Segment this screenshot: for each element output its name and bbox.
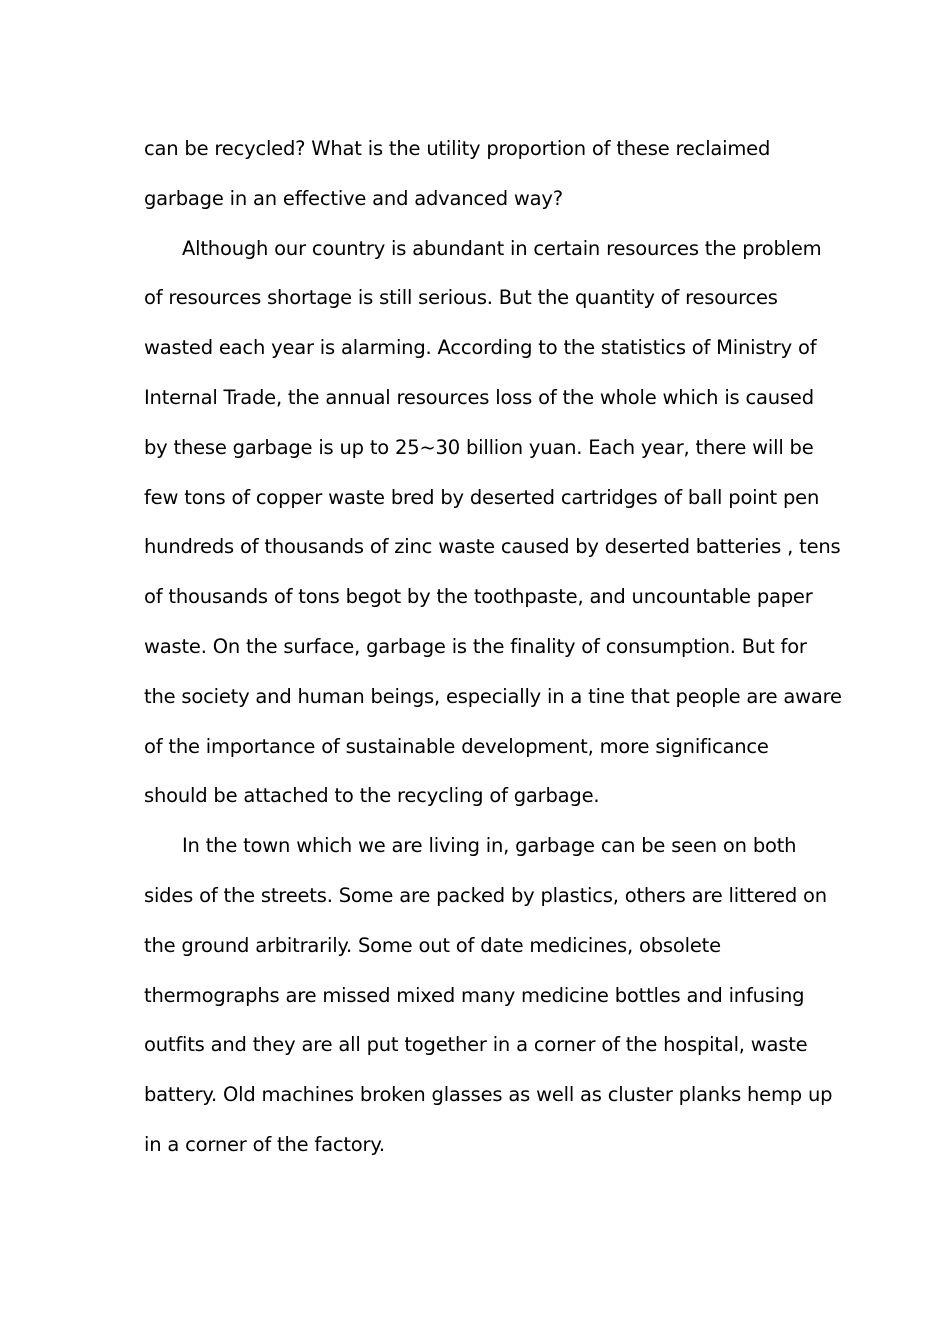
text-line: thermographs are missed mixed many medicine bottles and infusing xyxy=(144,983,805,1007)
text-line: of the importance of sustainable development, more significance xyxy=(144,734,769,758)
paragraph-first-line: In the town which we are living in, garbage can be seen on both xyxy=(182,834,797,858)
text-line: garbage in an effective and advanced way? xyxy=(144,186,563,210)
text-line: of thousands of tons begot by the toothpaste, and uncountable paper xyxy=(144,585,813,609)
text-line: by these garbage is up to 25~30 billion yuan. Each year, there will be xyxy=(144,435,814,459)
text-line: of resources shortage is still serious. But the quantity of resources xyxy=(144,286,778,310)
text-line: Internal Trade, the annual resources loss of the whole which is caused xyxy=(144,385,814,409)
text-line: wasted each year is alarming. According to the statistics of Ministry of xyxy=(144,336,817,360)
body-text xyxy=(144,124,842,1170)
text-line: the society and human beings, especially in a tine that people are aware xyxy=(144,684,842,708)
text-line: the ground arbitrarily. Some out of date medicines, obsolete xyxy=(144,933,721,957)
text-line: outfits and they are all put together in a corner of the hospital, waste xyxy=(144,1033,808,1057)
text-line: hundreds of thousands of zinc waste caused by deserted batteries , tens xyxy=(144,535,841,559)
text-line: can be recycled? What is the utility proportion of these reclaimed xyxy=(144,137,771,160)
text-line: in a corner of the factory. xyxy=(144,1132,385,1156)
text-line: few tons of copper waste bred by deserted cartridges of ball point pen xyxy=(144,485,820,509)
text-line: sides of the streets. Some are packed by plastics, others are littered on xyxy=(144,883,827,907)
text-line: should be attached to the recycling of garbage. xyxy=(144,784,600,808)
text-line: waste. On the surface, garbage is the finality of consumption. But for xyxy=(144,634,807,658)
text-line: battery. Old machines broken glasses as well as cluster planks hemp up xyxy=(144,1083,833,1107)
paragraph-first-line: Although our country is abundant in certain resources the problem xyxy=(182,236,822,260)
